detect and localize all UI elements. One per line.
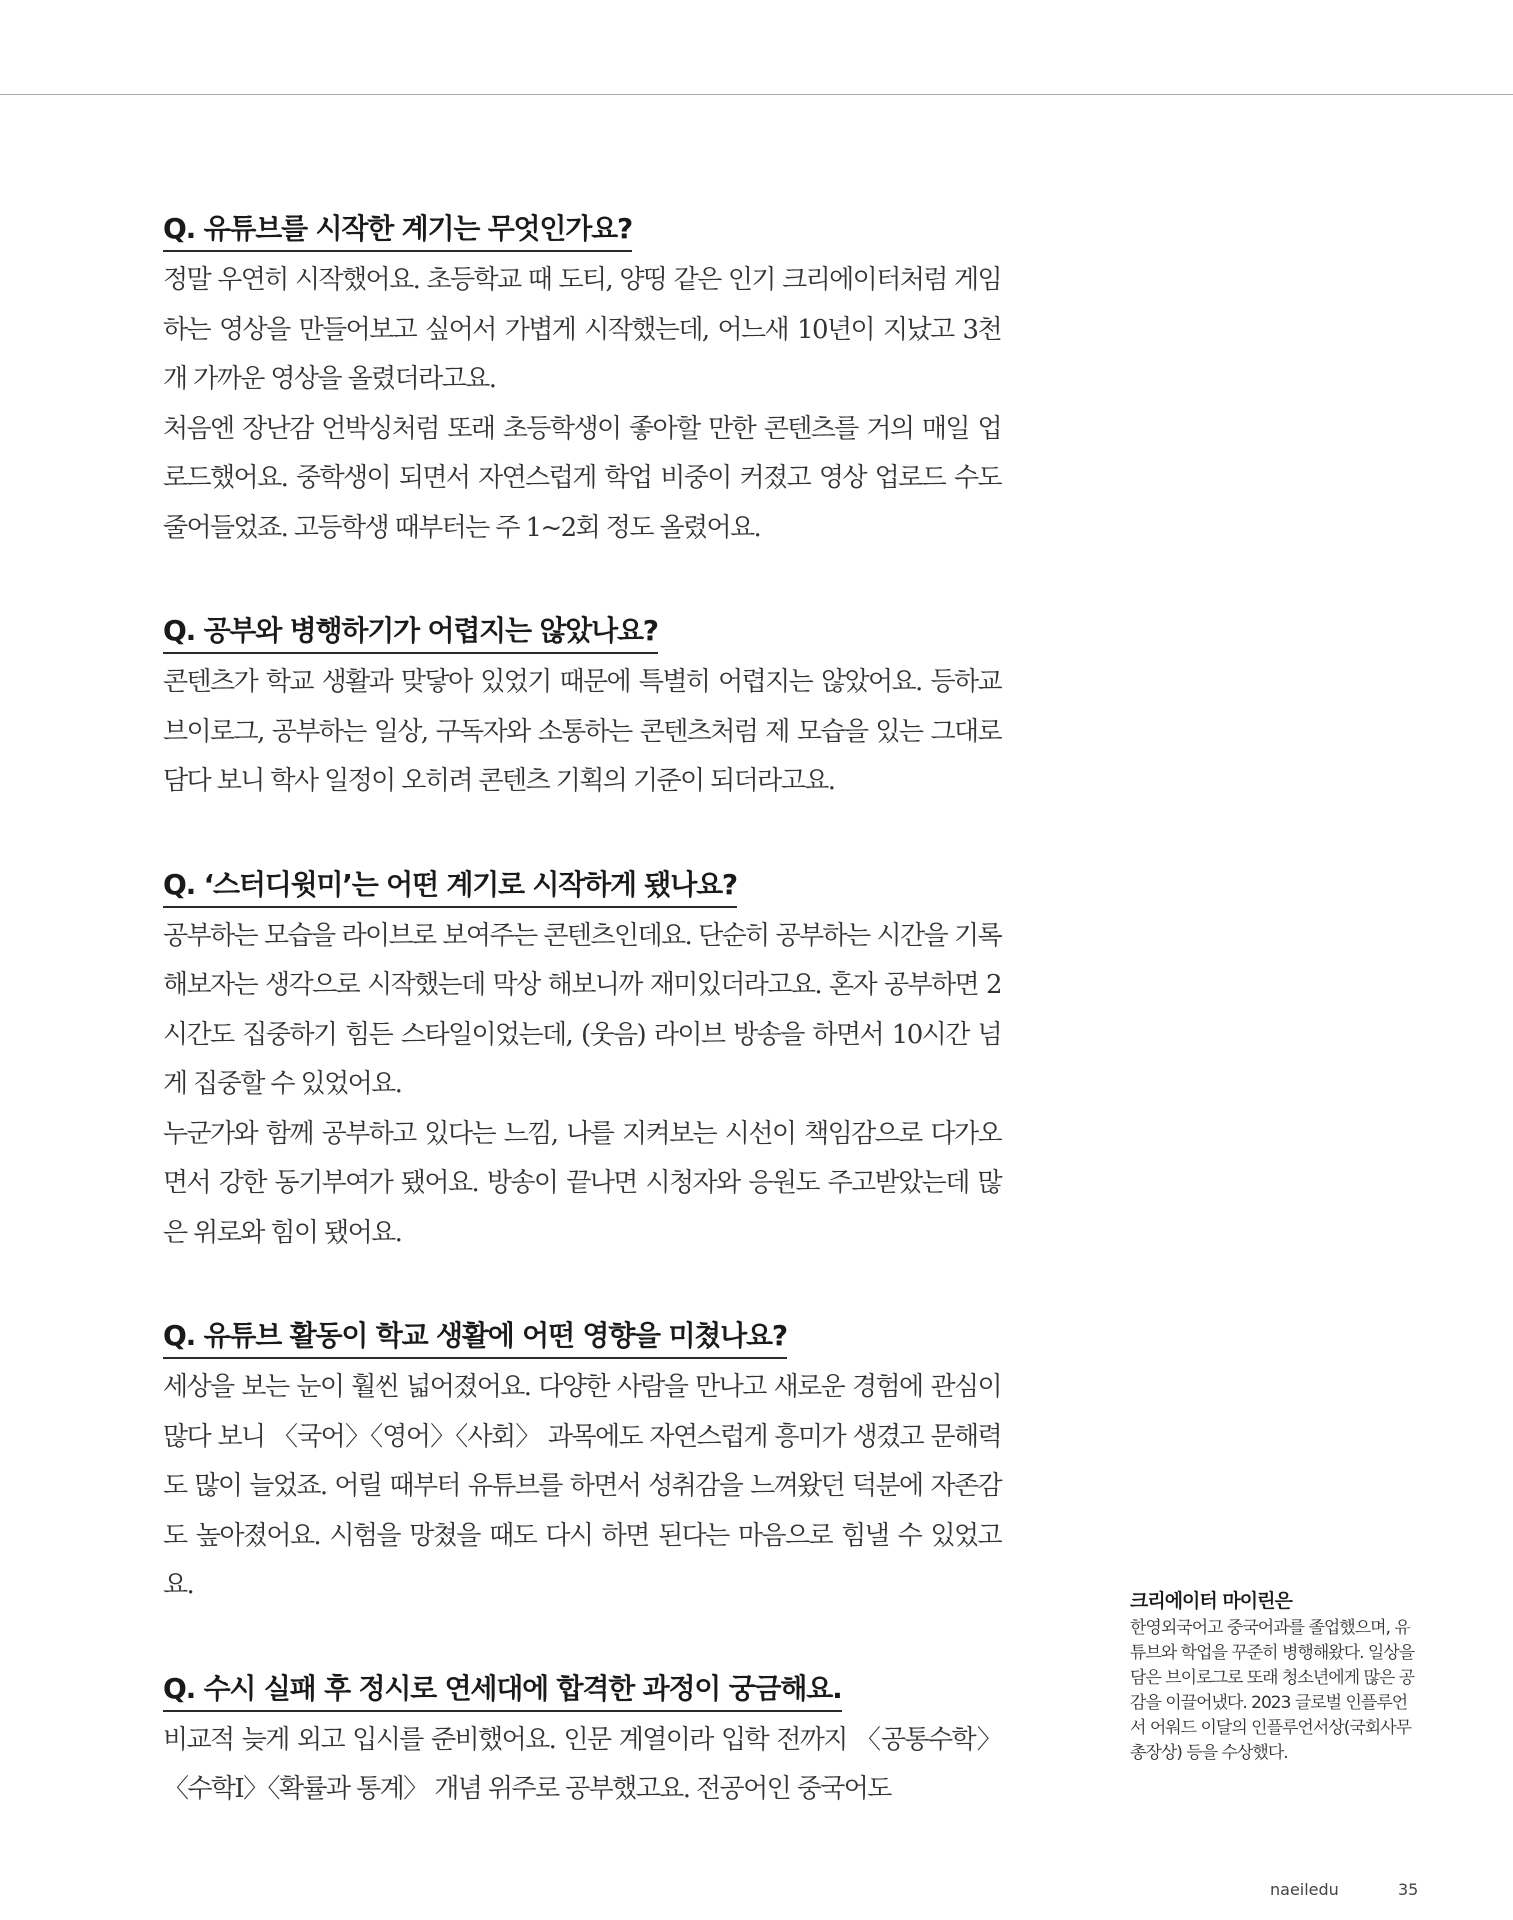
- answer-paragraph: 처음엔 장난감 언박싱처럼 또래 초등학생이 좋아할 만한 콘텐츠를 거의 매일 업로드했어요. 중학생이 되면서 자연스럽게 학업 비중이 커졌고 영상 업로드 수도 줄어들었죠. 고등학생 때부터는 주 1~2회 정도 올렸어요.: [163, 413, 1001, 543]
- top-divider: [0, 94, 1513, 95]
- answer-paragraph: 누군가와 함께 공부하고 있다는 느낌, 나를 지켜보는 시선이 책임감으로 다가오면서 강한 동기부여가 됐어요. 방송이 끝나면 시청자와 응원도 주고받았는데 많은 위로와 힘이 됐어요.: [163, 1118, 1001, 1248]
- question-heading: Q. 유튜브 활동이 학교 생활에 어떤 영향을 미쳤나요?: [163, 1315, 787, 1359]
- qa-block-5: [163, 1668, 1001, 1815]
- qa-block-2: [163, 610, 1001, 807]
- sidebar-title: 크리에이터 마이린은: [1130, 1590, 1292, 1612]
- article-body: [163, 208, 1001, 1815]
- magazine-name: naeiledu: [1270, 1880, 1339, 1899]
- qa-block-4: [163, 1315, 1001, 1611]
- answer-paragraph: 비교적 늦게 외고 입시를 준비했어요. 인문 계열이라 입학 전까지 〈공통수학〉〈수학Ⅰ〉〈확률과 통계〉 개념 위주로 공부했고요. 전공어인 중국어도: [163, 1724, 1001, 1804]
- answer-paragraph: 공부하는 모습을 라이브로 보여주는 콘텐츠인데요. 단순히 공부하는 시간을 기록해보자는 생각으로 시작했는데 막상 해보니까 재미있더라고요. 혼자 공부하면 2시간도 집중하기 힘든 스타일이었는데, (웃음) 라이브 방송을 하면서 10시간 넘게 집중할 수 있었어요.: [163, 920, 1001, 1099]
- answer-paragraph: 정말 우연히 시작했어요. 초등학교 때 도티, 양띵 같은 인기 크리에이터처럼 게임하는 영상을 만들어보고 싶어서 가볍게 시작했는데, 어느새 10년이 지났고 3천 개 가까운 영상을 올렸더라고요.: [163, 265, 1001, 394]
- qa-block-3: [163, 864, 1001, 1259]
- sidebar-text: 한영외국어고 중국어과를 졸업했으며, 유튜브와 학업을 꾸준히 병행해왔다. 일상을 담은 브이로그로 또래 청소년에게 많은 공감을 이끌어냈다. 2023 글로벌 인플루언서 어워드 이달의 인플루언서상(국회사무총장상) 등을 수상했다.: [1130, 1618, 1415, 1763]
- question-heading: Q. 공부와 병행하기가 어렵지는 않았나요?: [163, 610, 658, 654]
- page-number: 35: [1398, 1880, 1419, 1899]
- question-heading: Q. 수시 실패 후 정시로 연세대에 합격한 과정이 궁금해요.: [163, 1668, 842, 1712]
- profile-sidebar: [1130, 1588, 1420, 1766]
- question-heading: Q. 유튜브를 시작한 계기는 무엇인가요?: [163, 208, 632, 252]
- question-heading: Q. ‘스터디윗미’는 어떤 계기로 시작하게 됐나요?: [163, 864, 737, 908]
- answer-paragraph: 콘텐츠가 학교 생활과 맞닿아 있었기 때문에 특별히 어렵지는 않았어요. 등하교 브이로그, 공부하는 일상, 구독자와 소통하는 콘텐츠처럼 제 모습을 있는 그대로 담다 보니 학사 일정이 오히려 콘텐츠 기획의 기준이 되더라고요.: [163, 667, 1001, 796]
- answer-paragraph: 세상을 보는 눈이 훨씬 넓어졌어요. 다양한 사람을 만나고 새로운 경험에 관심이 많다 보니 〈국어〉〈영어〉〈사회〉 과목에도 자연스럽게 흥미가 생겼고 문해력도 많이 늘었죠. 어릴 때부터 유튜브를 하면서 성취감을 느껴왔던 덕분에 자존감도 높아졌어요. 시험을 망쳤을 때도 다시 하면 된다는 마음으로 힘낼 수 있었고요.: [163, 1372, 1001, 1600]
- qa-block-1: [163, 208, 1001, 553]
